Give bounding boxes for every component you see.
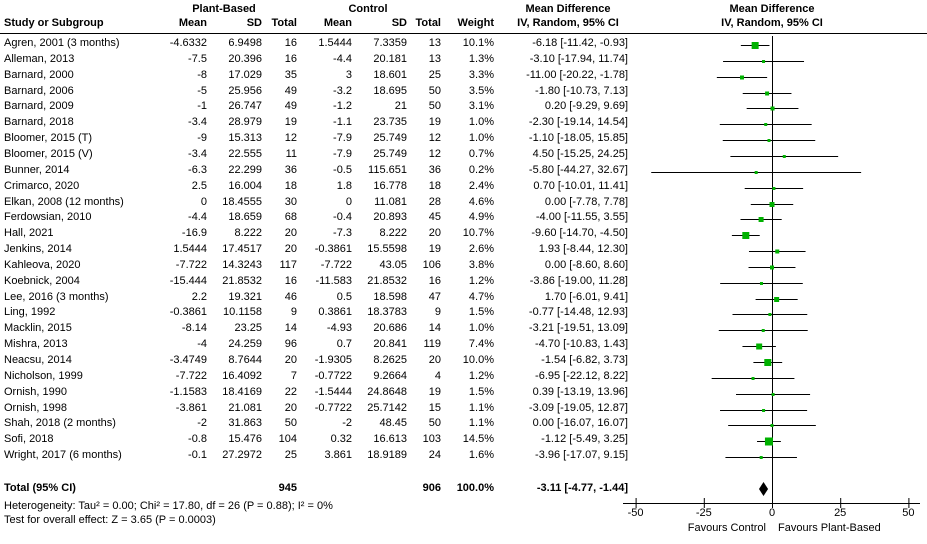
study-weight: 4.7% xyxy=(468,291,494,303)
control-sd: 24.8648 xyxy=(367,386,407,398)
study-name: Jenkins, 2014 xyxy=(4,243,72,255)
effect-square xyxy=(762,329,765,332)
study-name: Neacsu, 2014 xyxy=(4,354,72,366)
control-total: 50 xyxy=(428,100,441,112)
study-weight: 2.4% xyxy=(468,180,494,192)
study-name: Barnard, 2018 xyxy=(4,116,74,128)
control-sd: 20.686 xyxy=(373,322,407,334)
study-name: Nicholson, 1999 xyxy=(4,370,83,382)
control-sd: 18.598 xyxy=(373,291,407,303)
weight-column-header: Weight xyxy=(457,17,494,29)
control-mean: -1.2 xyxy=(333,100,352,112)
plant-sd: 20.396 xyxy=(228,53,262,65)
control-mean: -1.9305 xyxy=(314,354,352,366)
study-name: Barnard, 2006 xyxy=(4,85,74,97)
plant-total: 68 xyxy=(284,211,297,223)
control-sd: 21.8532 xyxy=(367,275,407,287)
plant-total: 12 xyxy=(284,132,297,144)
overall-effect-text: Test for overall effect: Z = 3.65 (P = 0.0003) xyxy=(4,514,216,526)
plant-mean: -8 xyxy=(197,69,207,81)
control-total: 119 xyxy=(423,338,441,350)
plant-sd: 22.299 xyxy=(228,164,262,176)
plant-total: 18 xyxy=(284,180,297,192)
plant-mean: -1 xyxy=(197,100,207,112)
md-column-header-line2: IV, Random, 95% CI xyxy=(517,17,619,29)
effect-square xyxy=(767,139,770,142)
plant-mean: 2.2 xyxy=(191,291,207,303)
md-column-header-line1: Mean Difference xyxy=(525,3,611,15)
plant-sd: 18.4555 xyxy=(222,196,262,208)
plant-total: 25 xyxy=(284,449,297,461)
study-ci-text: 1.93 [-8.44, 12.30] xyxy=(538,243,628,255)
control-total: 103 xyxy=(422,433,441,445)
control-mean: -3.2 xyxy=(333,85,352,97)
effect-square xyxy=(760,282,763,285)
control-mean: -0.7722 xyxy=(314,370,352,382)
plant-total: 20 xyxy=(284,243,297,255)
effect-square xyxy=(742,232,749,239)
effect-square xyxy=(772,187,775,190)
control-sd: 25.749 xyxy=(373,148,407,160)
control-mean: -11.583 xyxy=(315,275,352,287)
plant-mean: -1.1583 xyxy=(169,386,207,398)
plant-mean: -2 xyxy=(197,417,207,429)
plant-mean: -0.3861 xyxy=(169,306,207,318)
plant-sd: 18.659 xyxy=(228,211,262,223)
plant-total: 117 xyxy=(279,259,297,271)
control-group-header: Control xyxy=(348,3,388,15)
plant-sd: 22.555 xyxy=(228,148,262,160)
plant-total: 49 xyxy=(284,85,297,97)
study-ci-text: -6.18 [-11.42, -0.93] xyxy=(532,37,628,49)
favours-plant-based-label: Favours Plant-Based xyxy=(778,522,881,534)
control-sd: 8.222 xyxy=(379,227,407,239)
study-name: Shah, 2018 (2 months) xyxy=(4,417,116,429)
plant-sd: 21.081 xyxy=(228,402,262,414)
effect-square xyxy=(764,359,771,366)
control-mean: -1.1 xyxy=(333,116,352,128)
study-ci-text: -1.10 [-18.05, 15.85] xyxy=(528,132,628,144)
plant-total: 20 xyxy=(284,227,297,239)
plant-mean: 2.5 xyxy=(191,180,207,192)
study-name: Wright, 2017 (6 months) xyxy=(4,449,122,461)
effect-square xyxy=(755,171,758,174)
plant-mean: 0 xyxy=(200,196,207,208)
plant-total: 9 xyxy=(290,306,297,318)
effect-square xyxy=(759,217,764,222)
study-column-header: Study or Subgroup xyxy=(4,17,104,29)
plant-total: 7 xyxy=(290,370,297,382)
control-total: 19 xyxy=(428,243,441,255)
control-sd: 48.45 xyxy=(379,417,407,429)
control-mean: -4.4 xyxy=(333,53,352,65)
plant-sd: 23.25 xyxy=(234,322,262,334)
study-ci-text: -6.95 [-22.12, 8.22] xyxy=(535,370,628,382)
plant-total: 20 xyxy=(284,402,297,414)
plant-mean: 1.5444 xyxy=(173,243,207,255)
control-sd: 18.9189 xyxy=(367,449,407,461)
study-weight: 3.5% xyxy=(468,85,494,97)
plant-sd: 28.979 xyxy=(228,116,262,128)
study-weight: 1.1% xyxy=(468,417,494,429)
study-weight: 1.2% xyxy=(468,370,494,382)
axis-tick-label: -25 xyxy=(695,507,712,519)
control-mean: -0.5 xyxy=(333,164,352,176)
study-ci-text: -1.80 [-10.73, 7.13] xyxy=(535,85,628,97)
study-weight: 1.0% xyxy=(468,116,494,128)
favours-control-label: Favours Control xyxy=(687,522,766,534)
control-total: 20 xyxy=(428,227,441,239)
plant-sd: 10.1158 xyxy=(223,306,262,318)
plant-sd: 31.863 xyxy=(228,417,262,429)
control-total: 50 xyxy=(428,85,441,97)
study-ci-text: -3.21 [-19.51, 13.09] xyxy=(528,322,628,334)
control-mean: -4.93 xyxy=(326,322,352,334)
effect-square xyxy=(771,107,775,111)
plant-sd: 26.747 xyxy=(228,100,262,112)
study-ci-text: 0.00 [-16.07, 16.07] xyxy=(532,417,628,429)
total-column-header-control: Total xyxy=(415,17,441,29)
control-mean: -0.4 xyxy=(333,211,352,223)
study-ci-text: -3.96 [-17.07, 9.15] xyxy=(535,449,628,461)
control-sd: 9.2664 xyxy=(373,370,407,382)
study-ci-text: 0.20 [-9.29, 9.69] xyxy=(544,100,628,112)
total-column-header-plant: Total xyxy=(271,17,297,29)
control-sd: 11.081 xyxy=(374,196,407,208)
plant-sd: 18.4169 xyxy=(222,386,262,398)
effect-square xyxy=(783,155,786,158)
plant-mean: -16.9 xyxy=(181,227,207,239)
control-sd: 18.601 xyxy=(373,69,407,81)
plant-mean: -4.4 xyxy=(188,211,207,223)
study-weight: 0.2% xyxy=(468,164,494,176)
total-ci: -3.11 [-4.77, -1.44] xyxy=(536,482,628,494)
control-sd: 25.749 xyxy=(373,132,407,144)
control-sd: 16.778 xyxy=(373,180,407,192)
plant-total: 16 xyxy=(284,37,297,49)
plant-total: 20 xyxy=(284,354,297,366)
control-total: 12 xyxy=(428,132,441,144)
plant-total: 19 xyxy=(284,116,297,128)
effect-square xyxy=(775,250,779,254)
axis-tick-label: 50 xyxy=(902,507,915,519)
study-ci-text: -3.10 [-17.94, 11.74] xyxy=(529,53,628,65)
effect-square xyxy=(752,42,759,49)
total-weight: 100.0% xyxy=(456,482,494,494)
plant-sd: 27.2972 xyxy=(222,449,262,461)
control-total: 24 xyxy=(428,449,441,461)
plant-mean: -0.1 xyxy=(188,449,207,461)
study-ci-text: -3.09 [-19.05, 12.87] xyxy=(528,402,628,414)
control-total: 18 xyxy=(428,180,441,192)
plant-mean: -7.722 xyxy=(175,259,207,271)
sd-column-header-control: SD xyxy=(391,17,407,29)
control-total: 9 xyxy=(434,306,441,318)
study-name: Alleman, 2013 xyxy=(4,53,75,65)
study-name: Kahleova, 2020 xyxy=(4,259,81,271)
control-mean: -7.3 xyxy=(333,227,352,239)
plant-total: 22 xyxy=(284,386,297,398)
control-sd: 16.613 xyxy=(373,433,407,445)
effect-square xyxy=(768,313,771,316)
study-ci-text: -3.86 [-19.00, 11.28] xyxy=(529,275,628,287)
axis-tick-label: 25 xyxy=(834,507,847,519)
study-ci-text: 0.70 [-10.01, 11.41] xyxy=(533,180,628,192)
study-name: Ling, 1992 xyxy=(4,306,56,318)
plant-sd: 16.004 xyxy=(228,180,262,192)
control-sd: 20.181 xyxy=(373,53,407,65)
study-weight: 4.9% xyxy=(468,211,494,223)
control-total: 13 xyxy=(428,37,441,49)
study-name: Bloomer, 2015 (V) xyxy=(4,148,93,160)
control-total: 28 xyxy=(428,196,441,208)
study-weight: 3.3% xyxy=(468,69,494,81)
study-name: Elkan, 2008 (12 months) xyxy=(4,196,124,208)
plant-total: 11 xyxy=(285,148,297,160)
control-sd: 20.841 xyxy=(373,338,407,350)
plant-mean: -8.14 xyxy=(181,322,207,334)
study-weight: 10.7% xyxy=(462,227,494,239)
control-total: 25 xyxy=(428,69,441,81)
plant-total: 96 xyxy=(284,338,297,350)
plant-total: 16 xyxy=(284,53,297,65)
plant-mean: -7.722 xyxy=(175,370,207,382)
control-mean: -7.722 xyxy=(320,259,352,271)
control-mean: -7.9 xyxy=(333,148,352,160)
plant-total: 30 xyxy=(284,196,297,208)
axis-tick-label: 0 xyxy=(768,507,776,519)
plant-based-group-header: Plant-Based xyxy=(192,3,256,15)
study-ci-text: 1.70 [-6.01, 9.41] xyxy=(544,291,628,303)
plant-total: 49 xyxy=(284,100,297,112)
effect-square xyxy=(771,424,774,427)
total-control-n: 906 xyxy=(422,482,441,494)
control-total: 106 xyxy=(422,259,441,271)
control-mean: 1.5444 xyxy=(318,37,352,49)
effect-square xyxy=(762,409,765,412)
study-ci-text: 0.00 [-7.78, 7.78] xyxy=(544,196,628,208)
study-ci-text: -1.12 [-5.49, 3.25] xyxy=(541,433,628,445)
control-total: 50 xyxy=(428,417,441,429)
control-sd: 20.893 xyxy=(373,211,407,223)
plant-sd: 6.9498 xyxy=(228,37,262,49)
plant-mean: -4 xyxy=(197,338,207,350)
control-total: 15 xyxy=(428,402,441,414)
total-plant-n: 945 xyxy=(278,482,297,494)
control-mean: -0.3861 xyxy=(314,243,352,255)
control-sd: 18.695 xyxy=(373,85,407,97)
study-name: Bloomer, 2015 (T) xyxy=(4,132,93,144)
control-sd: 23.735 xyxy=(373,116,407,128)
control-total: 45 xyxy=(428,211,441,223)
plant-total: 46 xyxy=(284,291,297,303)
control-total: 4 xyxy=(434,370,441,382)
study-ci-text: -4.70 [-10.83, 1.43] xyxy=(535,338,628,350)
study-ci-text: -0.77 [-14.48, 12.93] xyxy=(528,306,628,318)
control-sd: 15.5598 xyxy=(367,243,407,255)
study-ci-text: 0.00 [-8.60, 8.60] xyxy=(544,259,628,271)
control-total: 47 xyxy=(428,291,441,303)
control-mean: 0.5 xyxy=(336,291,352,303)
mean-column-header-control: Mean xyxy=(323,17,352,29)
control-total: 19 xyxy=(428,386,441,398)
control-mean: 1.8 xyxy=(336,180,352,192)
control-mean: -2 xyxy=(342,417,352,429)
control-total: 20 xyxy=(428,354,441,366)
plant-total: 104 xyxy=(278,433,297,445)
study-name: Barnard, 2000 xyxy=(4,69,74,81)
plant-sd: 16.4092 xyxy=(222,370,262,382)
plant-mean: -3.4 xyxy=(188,148,207,160)
study-weight: 1.0% xyxy=(468,322,494,334)
control-sd: 8.2625 xyxy=(373,354,407,366)
control-total: 16 xyxy=(428,275,441,287)
study-ci-text: -4.00 [-11.55, 3.55] xyxy=(535,211,628,223)
plant-mean: -3.4 xyxy=(188,116,207,128)
sd-column-header-plant: SD xyxy=(246,17,262,29)
study-weight: 1.5% xyxy=(468,386,494,398)
control-total: 12 xyxy=(428,148,441,160)
effect-square xyxy=(770,202,775,207)
control-total: 14 xyxy=(428,322,441,334)
study-name: Lee, 2016 (3 months) xyxy=(4,291,109,303)
mean-column-header-plant: Mean xyxy=(178,17,207,29)
study-weight: 7.4% xyxy=(468,338,494,350)
plot-header-line2: IV, Random, 95% CI xyxy=(721,17,823,29)
plant-sd: 19.321 xyxy=(228,291,262,303)
control-mean: -7.9 xyxy=(333,132,352,144)
study-ci-text: -11.00 [-20.22, -1.78] xyxy=(526,69,628,81)
plant-mean: -15.444 xyxy=(169,275,207,287)
study-weight: 1.0% xyxy=(468,132,494,144)
control-sd: 7.3359 xyxy=(373,37,407,49)
effect-square xyxy=(765,92,769,96)
study-weight: 1.5% xyxy=(468,306,494,318)
study-name: Sofi, 2018 xyxy=(4,433,54,445)
effect-square xyxy=(764,123,767,126)
study-ci-text: -1.54 [-6.82, 3.73] xyxy=(541,354,628,366)
plant-sd: 8.222 xyxy=(234,227,262,239)
plant-mean: -7.5 xyxy=(188,53,207,65)
plant-sd: 25.956 xyxy=(228,85,262,97)
effect-square xyxy=(740,76,744,80)
study-weight: 10.0% xyxy=(462,354,494,366)
plant-sd: 24.259 xyxy=(228,338,262,350)
effect-square xyxy=(765,438,773,446)
plant-mean: -5 xyxy=(197,85,207,97)
study-name: Bunner, 2014 xyxy=(4,164,70,176)
plant-total: 50 xyxy=(284,417,297,429)
study-weight: 3.1% xyxy=(468,100,494,112)
study-weight: 1.3% xyxy=(468,53,494,65)
effect-square xyxy=(762,60,765,63)
plant-total: 35 xyxy=(284,69,297,81)
plant-mean: -4.6332 xyxy=(169,37,207,49)
plant-mean: -9 xyxy=(197,132,207,144)
plant-mean: -3.4749 xyxy=(169,354,207,366)
plant-mean: -3.861 xyxy=(175,402,207,414)
study-weight: 1.2% xyxy=(468,275,494,287)
effect-square xyxy=(756,344,762,350)
control-sd: 43.05 xyxy=(379,259,407,271)
plant-total: 14 xyxy=(284,322,297,334)
study-weight: 0.7% xyxy=(468,148,494,160)
effect-square xyxy=(770,266,774,270)
effect-square xyxy=(752,377,755,380)
study-name: Hall, 2021 xyxy=(4,227,54,239)
control-total: 13 xyxy=(428,53,441,65)
study-name: Mishra, 2013 xyxy=(4,338,68,350)
study-weight: 2.6% xyxy=(468,243,494,255)
control-mean: 3.861 xyxy=(324,449,352,461)
study-name: Ornish, 1990 xyxy=(4,386,67,398)
control-mean: -0.7722 xyxy=(314,402,352,414)
study-weight: 1.6% xyxy=(468,449,494,461)
study-weight: 1.1% xyxy=(468,402,494,414)
plant-mean: -0.8 xyxy=(188,433,207,445)
effect-square xyxy=(760,456,763,459)
study-name: Ferdowsian, 2010 xyxy=(4,211,92,223)
plant-sd: 8.7644 xyxy=(228,354,262,366)
study-weight: 10.1% xyxy=(462,37,494,49)
control-mean: 0.7 xyxy=(336,338,352,350)
study-weight: 14.5% xyxy=(462,433,494,445)
study-ci-text: -5.80 [-44.27, 32.67] xyxy=(528,164,628,176)
study-name: Agren, 2001 (3 months) xyxy=(4,37,120,49)
plant-sd: 21.8532 xyxy=(222,275,262,287)
control-mean: 0.3861 xyxy=(318,306,352,318)
plant-sd: 15.476 xyxy=(228,433,262,445)
study-ci-text: -2.30 [-19.14, 14.54] xyxy=(528,116,628,128)
plant-sd: 17.4517 xyxy=(222,243,262,255)
study-ci-text: -9.60 [-14.70, -4.50] xyxy=(531,227,628,239)
control-sd: 18.3783 xyxy=(367,306,407,318)
axis-tick-label: -50 xyxy=(627,507,644,519)
control-sd: 21 xyxy=(394,100,407,112)
plant-total: 16 xyxy=(284,275,297,287)
plot-header-line1: Mean Difference xyxy=(729,3,815,15)
plant-mean: -6.3 xyxy=(188,164,207,176)
plant-sd: 14.3243 xyxy=(222,259,262,271)
control-total: 19 xyxy=(428,116,441,128)
plant-total: 36 xyxy=(284,164,297,176)
control-mean: 3 xyxy=(345,69,352,81)
total-diamond xyxy=(759,482,768,496)
control-mean: 0.32 xyxy=(330,433,352,445)
plant-sd: 17.029 xyxy=(228,69,262,81)
control-sd: 25.7142 xyxy=(367,402,407,414)
study-ci-text: 0.39 [-13.19, 13.96] xyxy=(532,386,628,398)
study-name: Macklin, 2015 xyxy=(4,322,72,334)
control-total: 36 xyxy=(428,164,441,176)
plant-sd: 15.313 xyxy=(228,132,262,144)
study-name: Koebnick, 2004 xyxy=(4,275,80,287)
study-ci-text: 4.50 [-15.25, 24.25] xyxy=(532,148,628,160)
study-name: Crimarco, 2020 xyxy=(4,180,80,192)
study-name: Ornish, 1998 xyxy=(4,402,67,414)
heterogeneity-text: Heterogeneity: Tau² = 0.00; Chi² = 17.80, df = 26 (P = 0.88); I² = 0% xyxy=(4,500,333,512)
effect-square xyxy=(774,297,779,302)
study-name: Barnard, 2009 xyxy=(4,100,74,112)
control-mean: -1.5444 xyxy=(314,386,352,398)
control-sd: 115.651 xyxy=(368,164,407,176)
effect-square xyxy=(772,393,775,396)
control-mean: 0 xyxy=(345,196,352,208)
total-row-label: Total (95% CI) xyxy=(4,482,76,494)
study-weight: 4.6% xyxy=(468,196,494,208)
study-weight: 3.8% xyxy=(468,259,494,271)
